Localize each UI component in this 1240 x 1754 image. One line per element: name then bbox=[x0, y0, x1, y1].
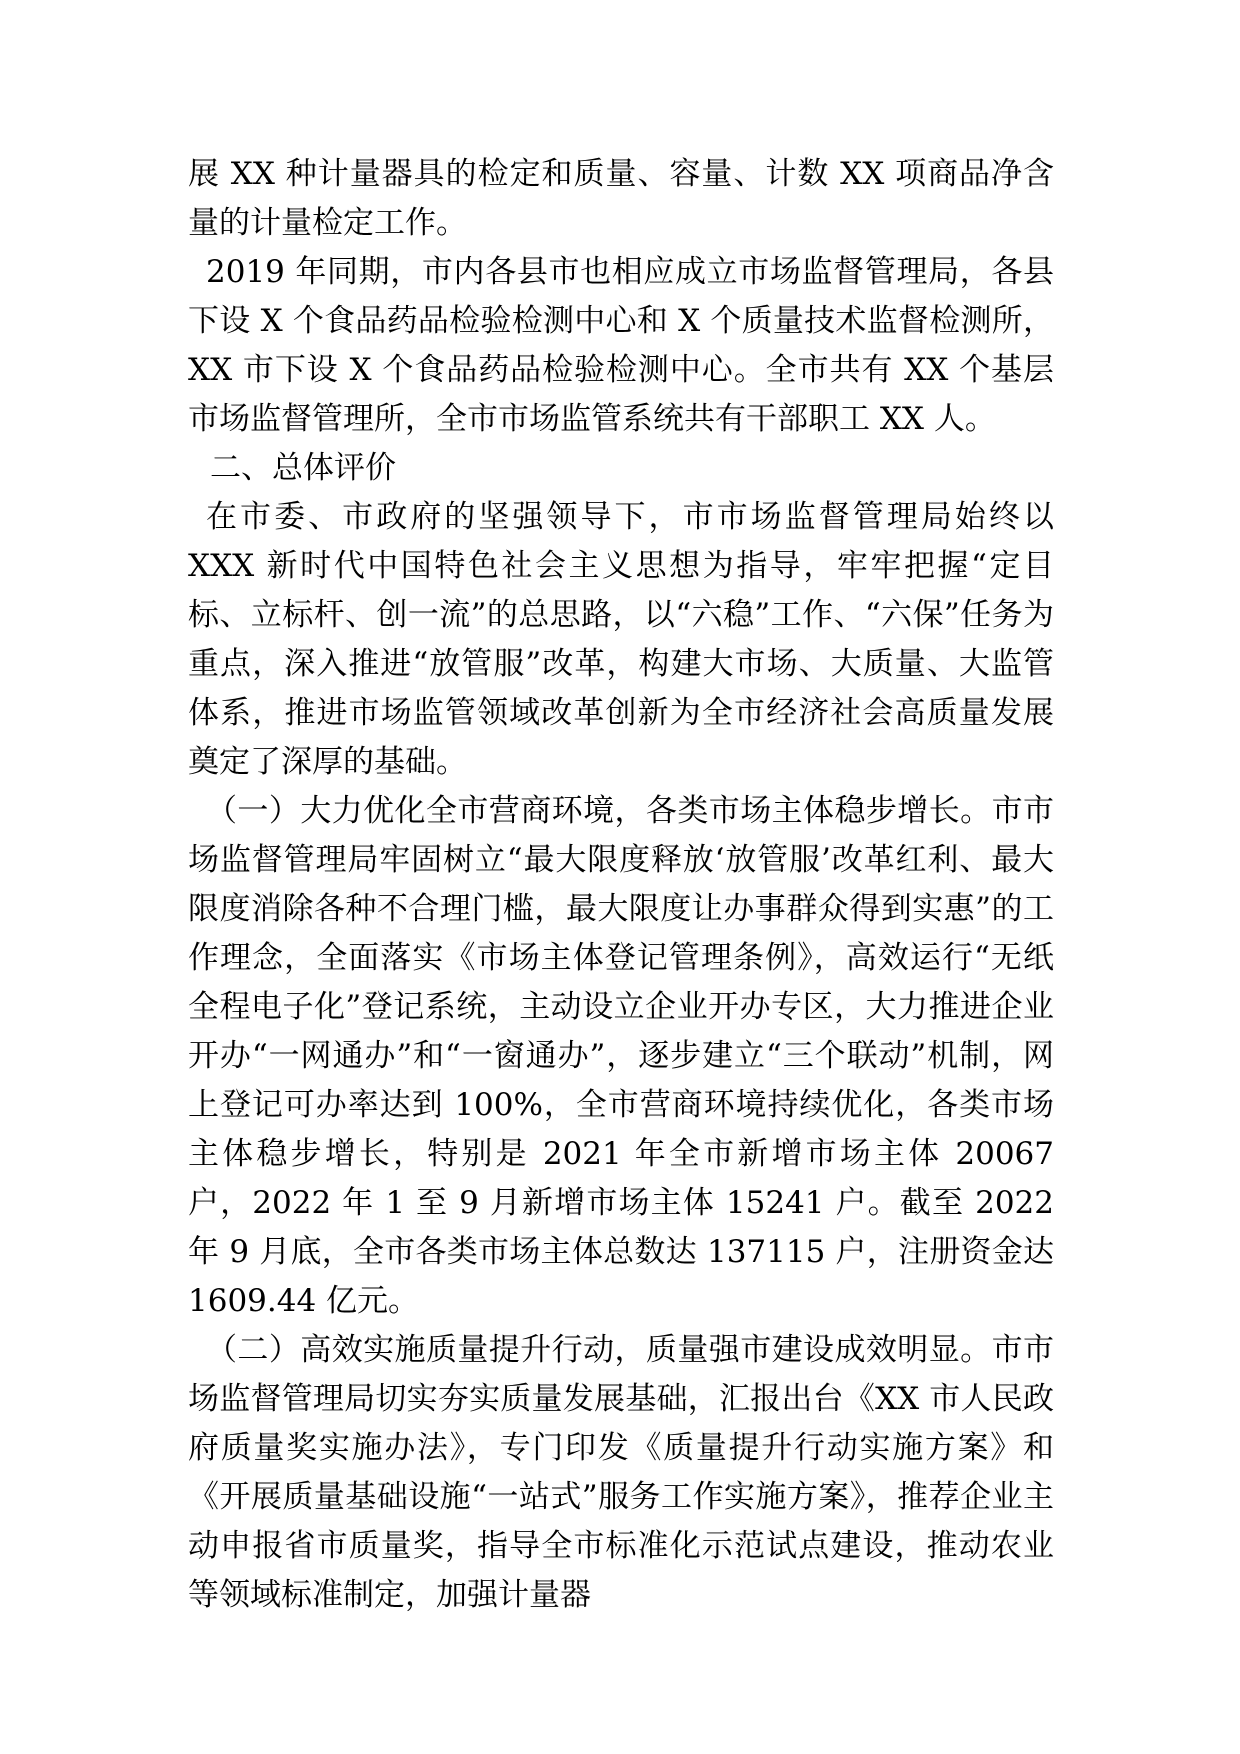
paragraph-continuation: 展 XX 种计量器具的检定和质量、容量、计数 XX 项商品净含量的计量检定工作。 bbox=[188, 156, 1054, 241]
paragraph-overall-evaluation: 在市委、市政府的坚强领导下，市市场监督管理局始终以 XXX 新时代中国特色社会主义思想为指导，牢牢把握“定目标、立标杆、创一流”的总思路，以“六稳”工作、“六保”任务为重点，深入推进“放管服”改革，构建大市场、大质量、大监管体系，推进市场监管领域改革创新为全市经济社会高质量发展奠定了深厚的基础。 bbox=[188, 499, 1054, 780]
paragraph-business-environment: （一）大力优化全市营商环境，各类市场主体稳步增长。市市场监督管理局牢固树立“最大限度释放‘放管服’改革红利、最大限度消除各种不合理门槛，最大限度让办事群众得到实惠”的工作理念，全面落实《市场主体登记管理条例》，高效运行“无纸全程电子化”登记系统，主动设立企业开办专区，大力推进企业开办“一网通办”和“一窗通办”，逐步建立“三个联动”机制，网上登记可办率达到 100%，全市营商环境持续优化，各类市场主体稳步增长，特别是 2021 年全市新增市场主体 20067 户，2022 年 1 至 9 月新增市场主体 15241 户。截至 2022 年 9 月底，全市各类市场主体总数达 137115 户，注册资金达 1609.44 亿元。 bbox=[188, 793, 1054, 1319]
section-heading-overall-evaluation: 二、总体评价 bbox=[210, 450, 396, 486]
document-body bbox=[188, 150, 1054, 1620]
paragraph-county-setup: 2019 年同期，市内各县市也相应成立市场监督管理局，各县下设 X 个食品药品检验检测中心和 X 个质量技术监督检测所，XX 市下设 X 个食品药品检验检测中心。全市共有 XX 个基层市场监督管理所，全市市场监管系统共有干部职工 XX 人。 bbox=[188, 254, 1054, 437]
paragraph-quality-improvement: （二）高效实施质量提升行动，质量强市建设成效明显。市市场监督管理局切实夯实质量发展基础，汇报出台《XX 市人民政府质量奖实施办法》，专门印发《质量提升行动实施方案》和《开展质量基础设施“一站式”服务工作实施方案》，推荐企业主动申报省市质量奖，指导全市标准化示范试点建设，推动农业等领域标准制定，加强计量器 bbox=[188, 1332, 1054, 1613]
